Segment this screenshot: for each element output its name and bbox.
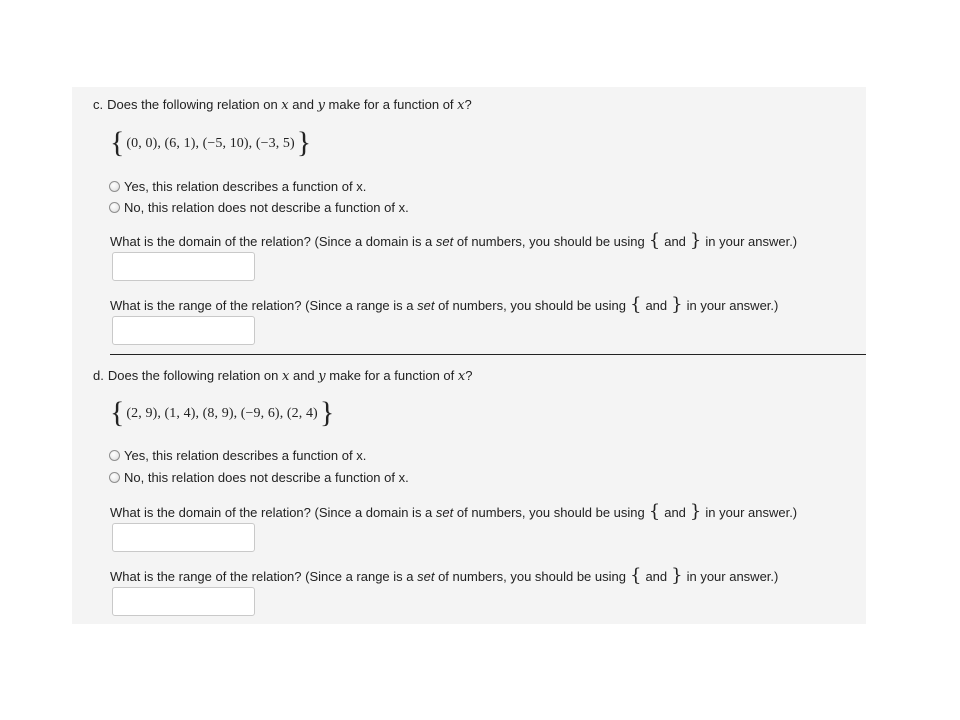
prompt-text: What is the domain of the relation? (Since a domain is a bbox=[110, 233, 436, 249]
close-brace-glyph: } bbox=[671, 565, 683, 586]
prompt-text: What is the range of the relation? (Since a range is a bbox=[110, 568, 418, 584]
question-text: make for a function of bbox=[325, 368, 458, 383]
close-brace-glyph: } bbox=[671, 294, 683, 315]
prompt-text: and bbox=[645, 568, 668, 584]
option-label: Yes, this relation describes a function of x. bbox=[124, 448, 367, 463]
domain-answer-input-d[interactable] bbox=[112, 523, 255, 552]
option-d-yes[interactable] bbox=[109, 448, 366, 463]
prompt-text: in your answer.) bbox=[686, 568, 779, 584]
question-text: make for a function of bbox=[324, 97, 458, 112]
radio-button[interactable] bbox=[109, 450, 120, 461]
prompt-text: What is the range of the relation? (Since a range is a bbox=[110, 297, 418, 313]
open-brace-glyph: { bbox=[648, 230, 661, 251]
prompt-text: of numbers, you should be using bbox=[453, 233, 645, 249]
radio-button[interactable] bbox=[109, 472, 120, 483]
set-open-brace: { bbox=[110, 126, 125, 159]
set-close-brace: } bbox=[296, 126, 312, 159]
range-answer-input-c[interactable] bbox=[112, 316, 255, 345]
math-var-y: y bbox=[317, 98, 325, 113]
open-brace-glyph: { bbox=[648, 501, 661, 522]
question-text: ? bbox=[464, 97, 472, 112]
math-var-x: x bbox=[457, 369, 466, 384]
prompt-text: in your answer.) bbox=[686, 297, 779, 313]
math-var-x: x bbox=[281, 98, 289, 113]
prompt-emphasis: set bbox=[417, 297, 435, 313]
option-label: No, this relation does not describe a function of x. bbox=[124, 200, 409, 215]
question-text: Does the following relation on bbox=[107, 97, 282, 112]
question-text: and bbox=[289, 368, 319, 383]
prompt-emphasis: set bbox=[435, 504, 454, 520]
set-open-brace: { bbox=[110, 396, 125, 429]
range-answer-input-d[interactable] bbox=[112, 587, 255, 616]
prompt-emphasis: set bbox=[435, 233, 454, 249]
question-text: ? bbox=[465, 368, 473, 383]
domain-answer-input-c[interactable] bbox=[112, 252, 255, 281]
prompt-text: in your answer.) bbox=[705, 504, 798, 520]
radio-button[interactable] bbox=[109, 202, 120, 213]
part-label-d: d. bbox=[93, 368, 104, 383]
option-c-yes[interactable] bbox=[109, 179, 366, 194]
math-var-x: x bbox=[457, 98, 465, 113]
prompt-text: of numbers, you should be using bbox=[453, 504, 645, 520]
math-var-x: x bbox=[282, 369, 290, 384]
option-label: No, this relation does not describe a function of x. bbox=[124, 470, 409, 485]
radio-button[interactable] bbox=[109, 181, 120, 192]
set-pairs: (0, 0), (6, 1), (−5, 10), (−3, 5) bbox=[126, 136, 295, 151]
range-prompt-c bbox=[110, 294, 779, 315]
open-brace-glyph: { bbox=[629, 565, 642, 586]
part-label-c: c. bbox=[93, 97, 104, 112]
prompt-text: and bbox=[664, 504, 686, 520]
prompt-text: in your answer.) bbox=[705, 233, 798, 249]
question-d bbox=[93, 368, 472, 384]
option-c-no[interactable] bbox=[109, 200, 409, 215]
open-brace-glyph: { bbox=[629, 294, 642, 315]
prompt-emphasis: set bbox=[417, 568, 435, 584]
domain-prompt-c bbox=[110, 230, 798, 251]
close-brace-glyph: } bbox=[689, 230, 702, 251]
domain-prompt-d bbox=[110, 501, 798, 522]
option-label: Yes, this relation describes a function of x. bbox=[124, 179, 367, 194]
prompt-text: and bbox=[664, 233, 686, 249]
relation-set-d bbox=[110, 398, 334, 430]
prompt-text: of numbers, you should be using bbox=[434, 297, 626, 313]
question-text: Does the following relation on bbox=[107, 368, 283, 383]
set-close-brace: } bbox=[319, 396, 335, 429]
prompt-text: and bbox=[645, 297, 668, 313]
range-prompt-d bbox=[110, 565, 779, 586]
math-var-y: y bbox=[318, 369, 326, 384]
question-c bbox=[93, 97, 472, 113]
relation-set-c bbox=[110, 128, 311, 160]
section-divider bbox=[110, 354, 866, 355]
question-text: and bbox=[288, 97, 318, 112]
close-brace-glyph: } bbox=[689, 501, 702, 522]
prompt-text: What is the domain of the relation? (Since a domain is a bbox=[110, 504, 436, 520]
set-pairs: (2, 9), (1, 4), (8, 9), (−9, 6), (2, 4) bbox=[126, 406, 318, 421]
prompt-text: of numbers, you should be using bbox=[434, 568, 626, 584]
option-d-no[interactable] bbox=[109, 470, 409, 485]
